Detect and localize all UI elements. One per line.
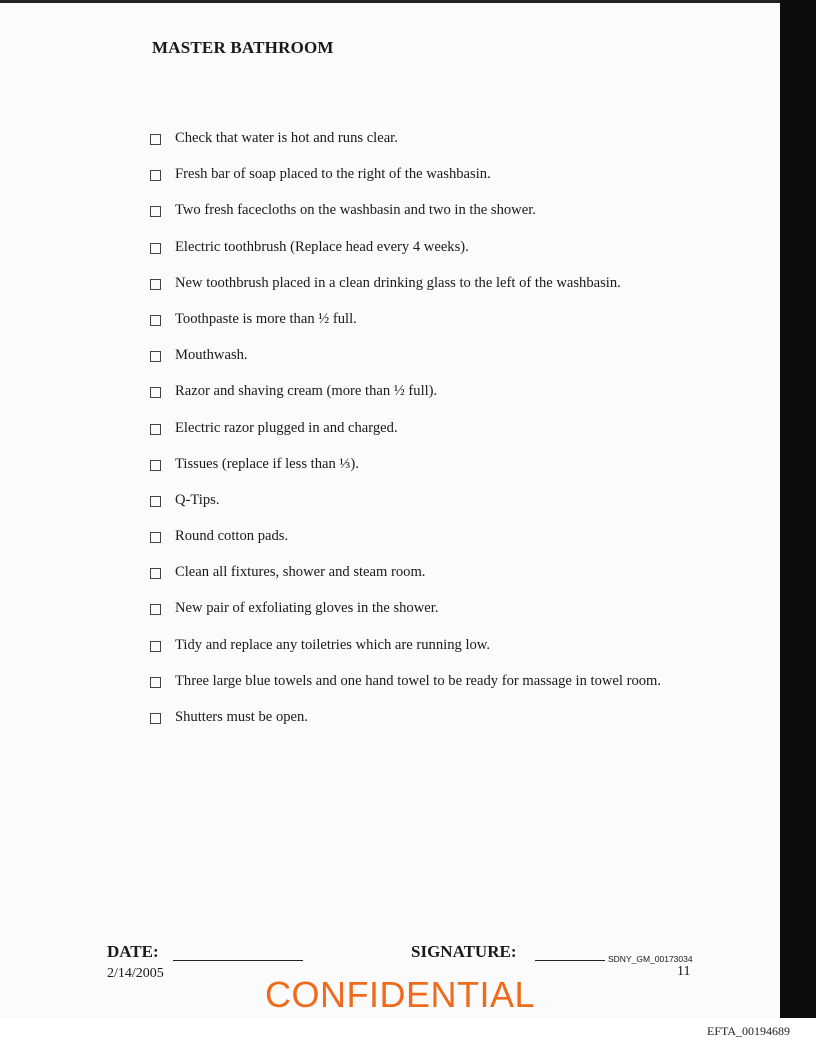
- checklist-item: [150, 130, 661, 166]
- checklist-item: [150, 709, 661, 745]
- checkbox-icon: [150, 677, 161, 688]
- checklist-item-text: Toothpaste is more than ½ full.: [175, 310, 357, 327]
- checklist-item-text: New pair of exfoliating gloves in the shower.: [175, 600, 439, 617]
- date-label: DATE:: [107, 942, 159, 961]
- checklist-item-text: New toothbrush placed in a clean drinking glass to the left of the washbasin.: [175, 274, 621, 291]
- checklist-item: [150, 600, 661, 636]
- date-blank-line: [173, 946, 303, 961]
- checklist-item-text: Clean all fixtures, shower and steam room.: [175, 564, 426, 581]
- checklist-item: [150, 239, 661, 275]
- checklist-item-text: Q-Tips.: [175, 491, 220, 508]
- checklist-item-text: Two fresh facecloths on the washbasin and two in the shower.: [175, 202, 536, 219]
- checklist-item-text: Round cotton pads.: [175, 528, 289, 545]
- checkbox-icon: [150, 460, 161, 471]
- checklist-item: [150, 420, 661, 456]
- checklist-item: [150, 383, 661, 419]
- scan-black-edge: [780, 0, 816, 1018]
- checklist-item: [150, 456, 661, 492]
- efta-id: EFTA_00194689: [707, 1024, 791, 1038]
- checkbox-icon: [150, 351, 161, 362]
- checklist-item: [150, 528, 661, 564]
- checkbox-icon: [150, 243, 161, 254]
- checkbox-icon: [150, 532, 161, 543]
- checklist-item-text: Electric razor plugged in and charged.: [175, 419, 398, 436]
- checklist-item-text: Fresh bar of soap placed to the right of the washbasin.: [175, 166, 491, 183]
- page-number: 11: [677, 964, 691, 979]
- page-title: MASTER BATHROOM: [152, 38, 334, 57]
- signature-label: SIGNATURE:: [411, 942, 517, 961]
- checkbox-icon: [150, 496, 161, 507]
- checkbox-icon: [150, 170, 161, 181]
- checklist-item: [150, 564, 661, 600]
- checklist-item: [150, 673, 661, 709]
- checklist-item-text: Three large blue towels and one hand towel to be ready for massage in towel room.: [175, 672, 662, 689]
- signature-blank-line: [535, 946, 605, 961]
- checklist-item: [150, 275, 661, 311]
- checkbox-icon: [150, 713, 161, 724]
- checklist-item-text: Electric toothbrush (Replace head every 4 weeks).: [175, 238, 469, 255]
- checklist-item-text: Tissues (replace if less than ⅓).: [175, 455, 359, 472]
- checkbox-icon: [150, 134, 161, 145]
- checkbox-icon: [150, 641, 161, 652]
- bates-number: SDNY_GM_00173034: [608, 954, 693, 964]
- checklist-item: [150, 347, 661, 383]
- checklist: [150, 130, 661, 745]
- checklist-item: [150, 202, 661, 238]
- checklist-item: [150, 492, 661, 528]
- checklist-item: [150, 311, 661, 347]
- confidential-stamp: CONFIDENTIAL: [265, 974, 536, 1015]
- checklist-item: [150, 166, 661, 202]
- checklist-item-text: Mouthwash.: [175, 347, 248, 364]
- checkbox-icon: [150, 279, 161, 290]
- checklist-item-text: Tidy and replace any toiletries which are running low.: [175, 636, 491, 653]
- checkbox-icon: [150, 315, 161, 326]
- checklist-item-text: Check that water is hot and runs clear.: [175, 130, 398, 146]
- checkbox-icon: [150, 206, 161, 217]
- checklist-item-text: Razor and shaving cream (more than ½ full).: [175, 383, 438, 400]
- checklist-item: [150, 637, 661, 673]
- checkbox-icon: [150, 568, 161, 579]
- checkbox-icon: [150, 604, 161, 615]
- date-value: 2/14/2005: [107, 966, 164, 981]
- checkbox-icon: [150, 424, 161, 435]
- scan-top-edge: [0, 0, 780, 3]
- checklist-item-text: Shutters must be open.: [175, 709, 308, 725]
- checkbox-icon: [150, 387, 161, 398]
